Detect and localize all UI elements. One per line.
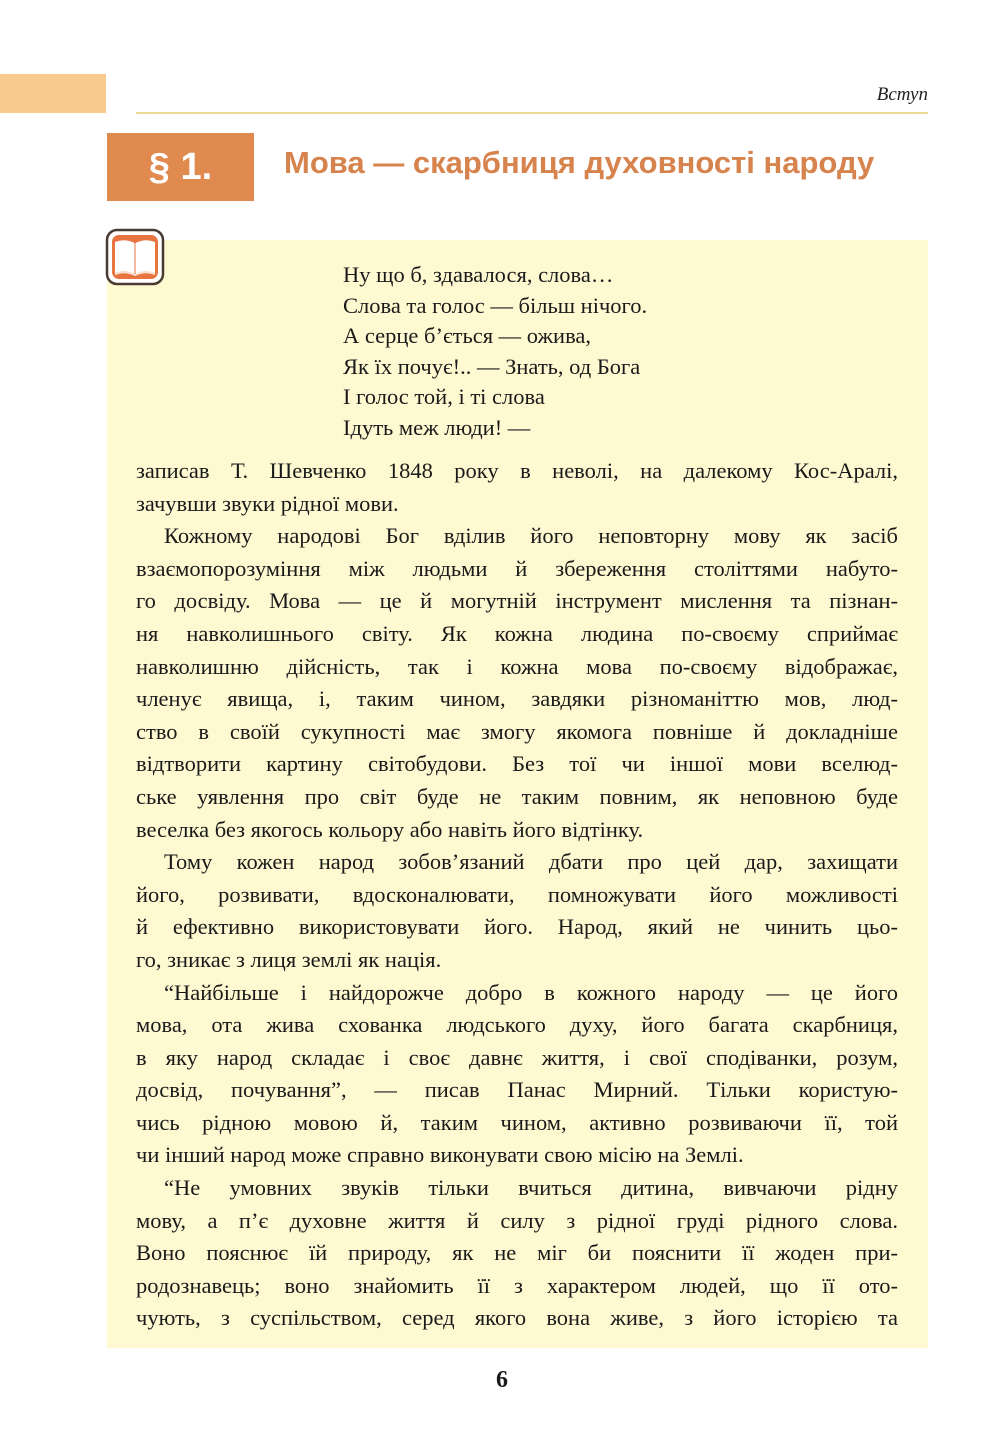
- poem-line: Як їх почує!.. — Знать, од Бога: [343, 353, 641, 379]
- text-line: го досвіду. Мова — це й могутній інструмент мислення та пізнан-: [136, 588, 898, 614]
- section-title: Мова — скарбниця духовності народу: [284, 145, 875, 180]
- text-line: го, зникає з лиця землі як нація.: [136, 946, 442, 972]
- text-line: відтворити картину світобудови. Без тої чи іншої мови вселюд-: [136, 751, 898, 777]
- section-number: § 1.: [107, 133, 254, 201]
- text-line: членує явища, і, таким чином, завдяки різноманіттю мов, люд-: [136, 686, 898, 712]
- text-line: чи інший народ може справно виконувати свою місію на Землі.: [136, 1142, 744, 1168]
- text-line: Кожному народові Бог вділив його неповторну мову як засіб: [164, 523, 898, 549]
- text-line: й ефективно використовувати його. Народ, який не чинить цьо-: [136, 914, 898, 940]
- text-line: мову, а п’є духовне життя й силу з рідної груді рідного слова.: [136, 1207, 898, 1233]
- poem-line: Слова та голос — більш нічого.: [343, 292, 648, 318]
- text-line: ство в своїй сукупності має змогу якомога повніше й докладніше: [136, 718, 898, 744]
- text-line: “Найбільше і найдорожче добро в кожного народу — це його: [164, 979, 898, 1005]
- text-line: ня навколишнього світу. Як кожна людина по-своєму сприймає: [136, 620, 898, 646]
- open-book-icon: [105, 228, 165, 286]
- text-line: взаємопорозуміння між людьми й збереження століттями набуто-: [136, 555, 898, 581]
- text-line: навколишню дійсність, так і кожна мова по-своєму відображає,: [136, 653, 898, 679]
- poem-line: Ну що б, здавалося, слова…: [343, 262, 614, 287]
- poem: [343, 260, 647, 443]
- body-text: [136, 455, 898, 1335]
- text-line: зачувши звуки рідної мови.: [136, 490, 399, 516]
- corner-tab: [0, 74, 106, 113]
- text-line: записав Т. Шевченко 1848 року в неволі, на далекому Кос-Аралі,: [136, 458, 898, 483]
- text-line: Воно пояснює їй природу, як не міг би пояснити її жоден при-: [136, 1240, 898, 1266]
- text-line: його, розвивати, вдосконалювати, помножувати його можливості: [136, 881, 898, 907]
- text-line: “Не умовних звуків тільки вчиться дитина, вивчаючи рідну: [164, 1175, 898, 1201]
- text-line: досвід, почування”, — писав Панас Мирний. Тільки користую-: [136, 1077, 898, 1103]
- text-line: Тому кожен народ зобов’язаний дбати про цей дар, захищати: [164, 849, 898, 875]
- text-line: чись рідною мовою й, таким чином, активно розвиваючи її, той: [136, 1109, 898, 1135]
- poem-line: Ідуть меж люди! —: [343, 414, 531, 440]
- text-line: чують, з суспільством, серед якого вона живе, з його історією та: [136, 1305, 898, 1331]
- text-line: веселка без якогось кольору або навіть його відтінку.: [136, 816, 644, 842]
- text-line: родознавець; воно знайомить її з характером людей, що її ото-: [136, 1272, 898, 1298]
- text-line: ське уявлення про світ буде не таким повним, як неповною буде: [136, 783, 898, 809]
- text-line: мова, ота жива схованка людського духу, його багата скарбниця,: [136, 1012, 898, 1038]
- poem-line: І голос той, і ті слова: [343, 384, 545, 409]
- text-line: в яку народ складає і своє давнє життя, і свої сподіванки, розум,: [136, 1044, 898, 1070]
- header-rule: [136, 112, 928, 114]
- running-header: Вступ: [876, 84, 928, 105]
- page-number: 6: [496, 1367, 508, 1393]
- poem-line: А серце б’ється — ожива,: [343, 323, 592, 348]
